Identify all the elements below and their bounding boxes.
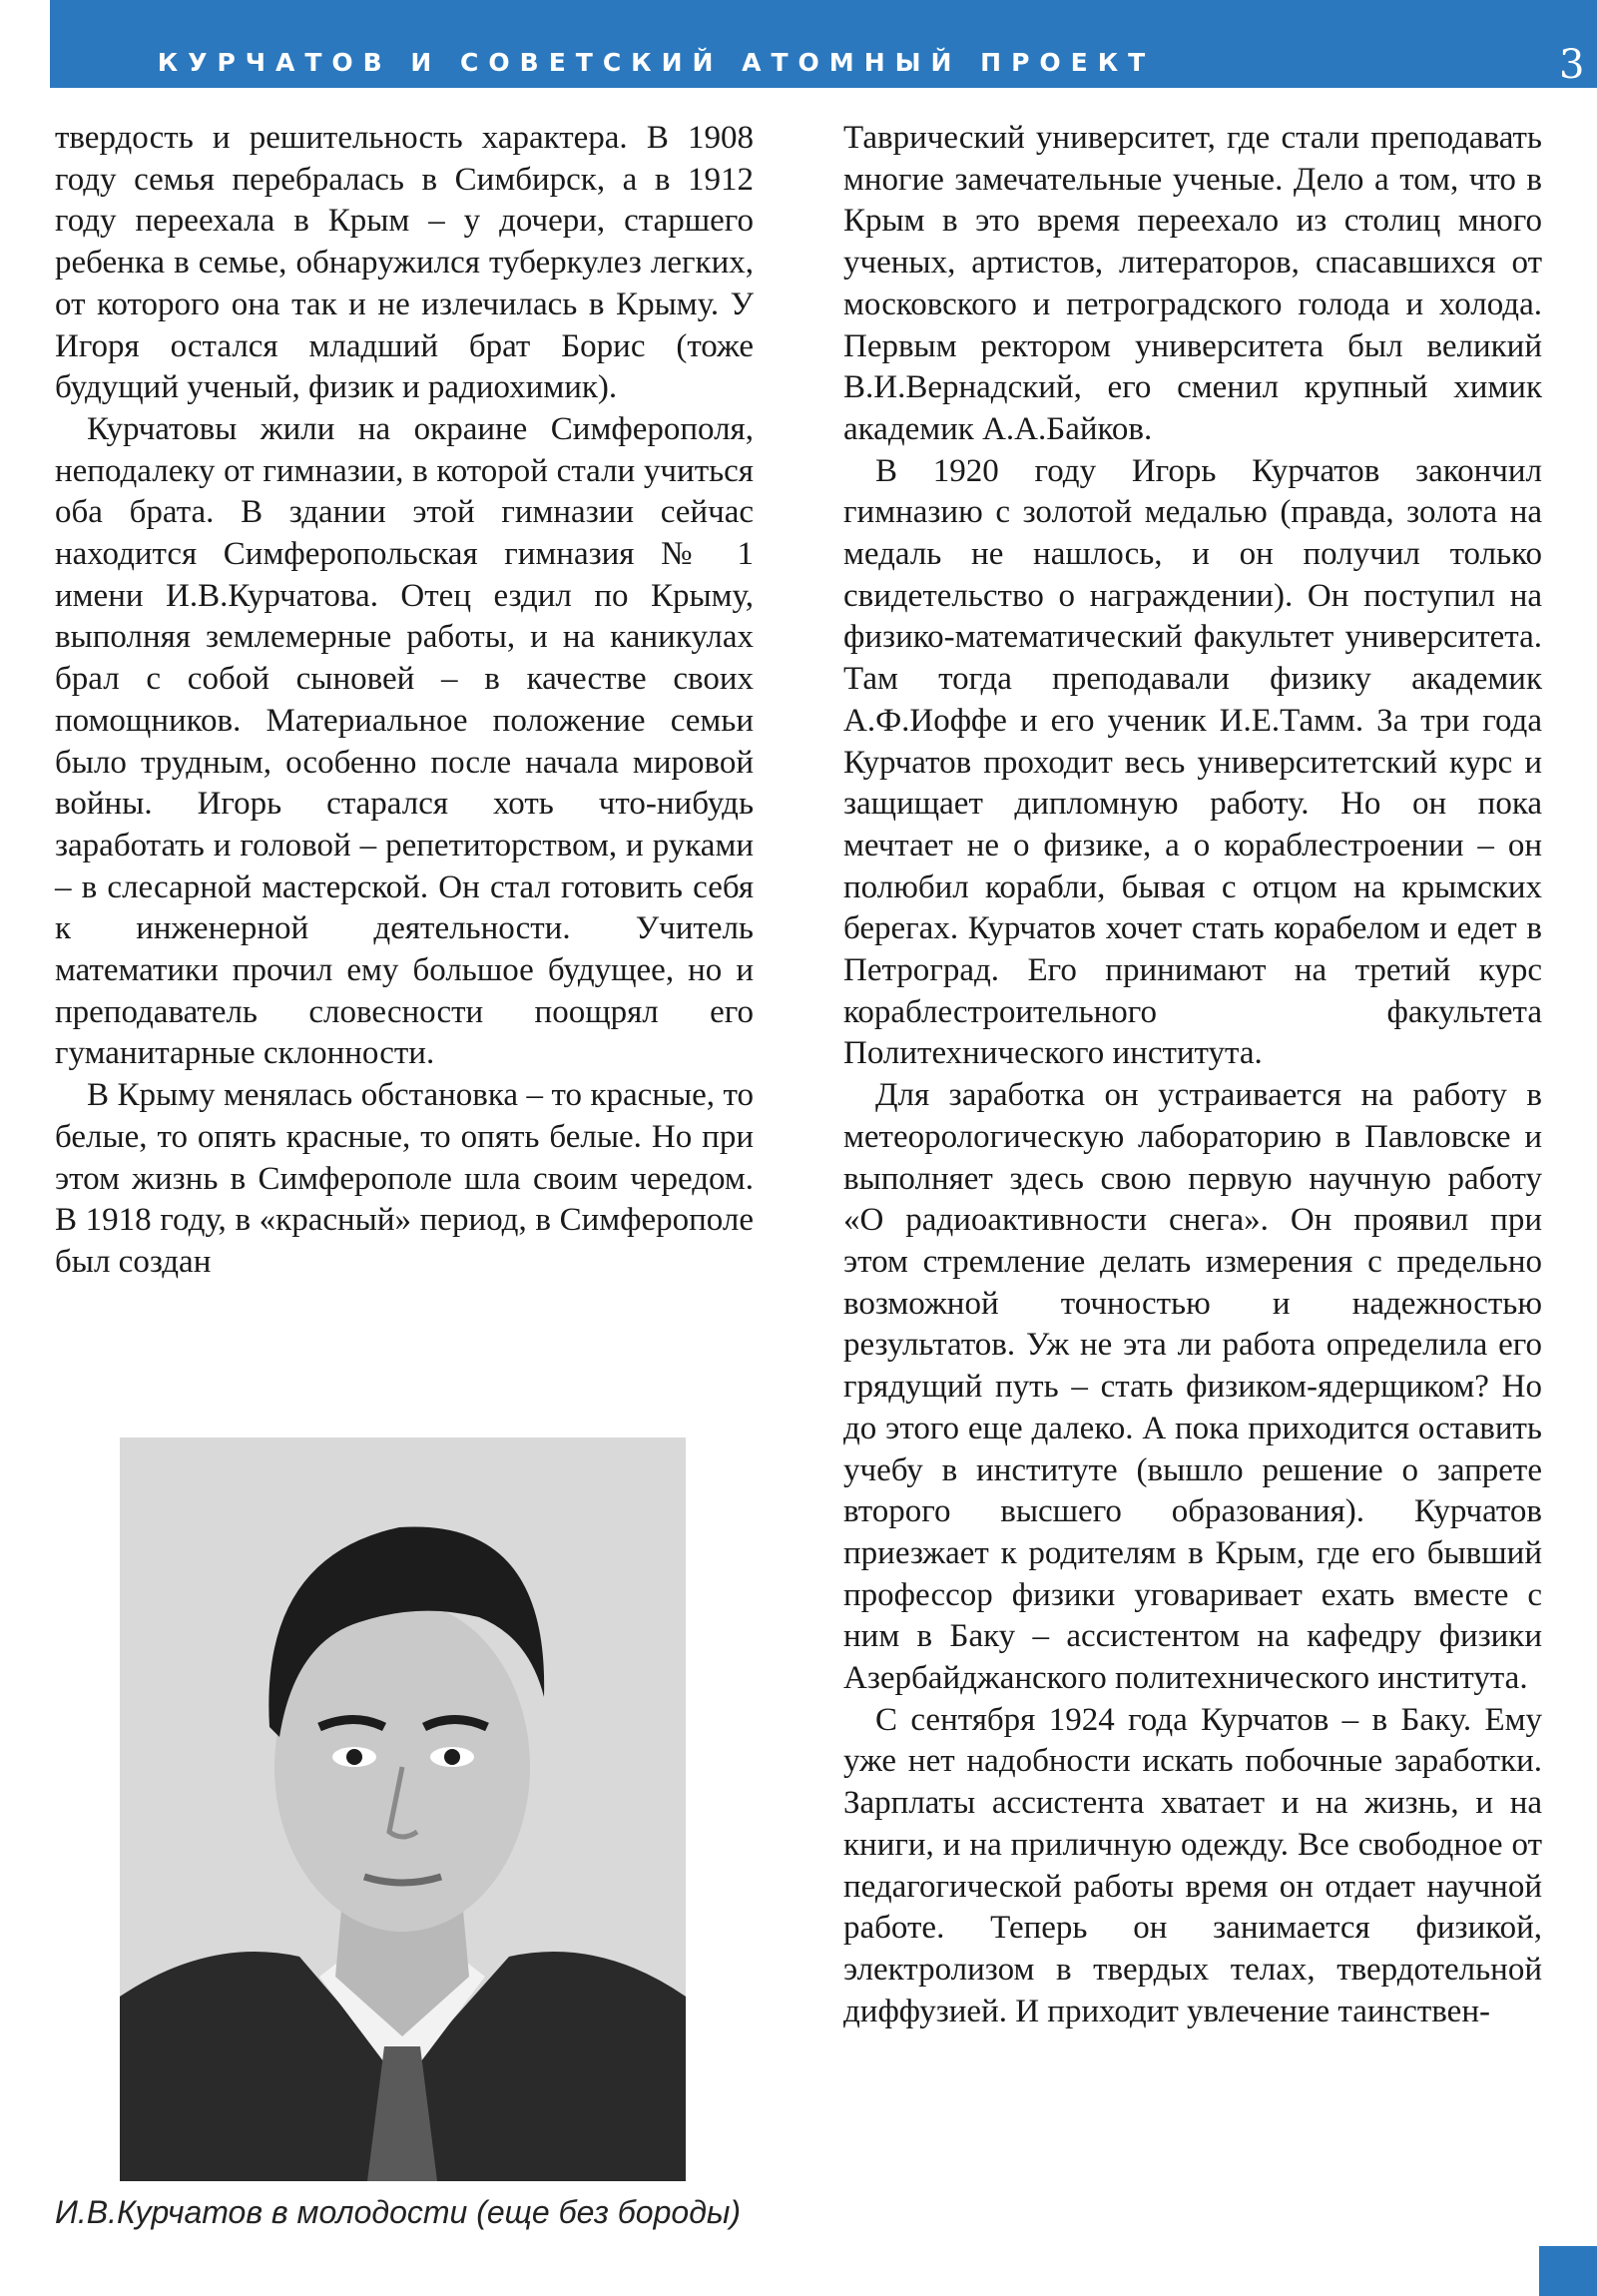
paragraph: Таврический университет, где стали преподавать многие замечательные ученые. Дело а том, что в Крым в это время переехало из столиц много ученых, артистов, литераторов, спасавшихся от московского и петроградского голода и холода. Первым ректором университета был великий В.И.Вернадский, его сменил крупный химик академик А.А.Байков. xyxy=(843,120,1542,447)
right-column xyxy=(843,118,1542,2032)
header-bar xyxy=(50,0,1597,88)
paragraph: С сентября 1924 года Курчатов – в Баку. Ему уже нет надобности искать побочные заработки. Зарплаты ассистента хватает и на жизнь, и на книги, и на приличную одежду. Все свободное от педагогической работы время он отдает научной работе. Теперь он занимается физикой, электролизом в твердых телах, твердотельной диффузией. И приходит увлечение таинствен- xyxy=(843,1701,1542,2029)
corner-tab xyxy=(1539,2246,1597,2296)
portrait-illustration xyxy=(120,1437,686,2181)
paragraph: В Крыму менялась обстановка – то красные, то белые, то опять красные, то опять белые. Но при этом жизнь в Симферополе шла своим чередом. В 1918 году, в «красный» период, в Симферополе был создан xyxy=(55,1077,754,1280)
portrait-photo xyxy=(120,1437,686,2181)
paragraph: Для заработка он устраивается на работу в метеорологическую лабораторию в Павловске и выполняет здесь свою первую научную работу «О радиоактивности снега». Он проявил при этом стремление делать измерения с предельно возможной точностью и надежностью результатов. Уж не эта ли работа определила его грядущий путь – стать физиком-ядерщиком? Но до этого еще далеко. А пока приходится оставить учебу в институте (вышло решение о запрете второго высшего образования). Курчатов приезжает к родителям в Крым, где его бывший профессор физики уговаривает ехать вместе с ним в Баку – ассистентом на кафедру физики Азербайджанского политехнического института. xyxy=(843,1077,1542,1697)
photo-caption: И.В.Курчатов в молодости (еще без бороды) xyxy=(55,2194,742,2230)
page-number: 3 xyxy=(1559,42,1585,88)
running-title: КУРЧАТОВ И СОВЕТСКИЙ АТОМНЫЙ ПРОЕКТ xyxy=(157,48,1156,77)
paragraph: Курчатовы жили на окраине Симферополя, неподалеку от гимназии, в которой стали учиться оба брата. В здании этой гимназии сейчас находится Симферопольская гимназия № 1 имени И.В.Курчатова. Отец ездил по Крыму, выполняя землемерные работы, и на каникулах брал с собой сыновей – в качестве своих помощников. Материальное положение семьи было трудным, особенно после начала мировой войны. Игорь старался хоть что-нибудь заработать и головой – репетиторством, и руками – в слесарной мастерской. Он стал готовить себя к инженерной деятельности. Учитель математики прочил ему большое будущее, но и преподаватель словесности поощрял его гуманитарные склонности. xyxy=(55,410,754,1072)
paragraph: твердость и решительность характера. В 1908 году семья перебралась в Симбирск, а в 1912 году переехала в Крым – у дочери, старшего ребенка в семье, обнаружился туберкулез легких, от которого она так и не излечилась в Крыму. У Игоря остался младший брат Борис (тоже будущий ученый, физик и радиохимик). xyxy=(55,120,754,406)
left-column xyxy=(55,118,754,1284)
paragraph: В 1920 году Игорь Курчатов закончил гимназию с золотой медалью (правда, золота на медаль не нашлось, и он получил только свидетельство о награждении). Он поступил на физико-математический факультет университета. Там тогда преподавали физику академик А.Ф.Иоффе и его ученик И.Е.Тамм. За три года Курчатов проходит весь университетский курс и защищает дипломную работу. Но он пока мечтает не о физике, а о кораблестроении – он полюбил корабли, бывая с отцом на крымских берегах. Курчатов хочет стать корабелом и едет в Петроград. Его принимают на третий курс кораблестроительного факультета Политехнического института. xyxy=(843,452,1542,1072)
